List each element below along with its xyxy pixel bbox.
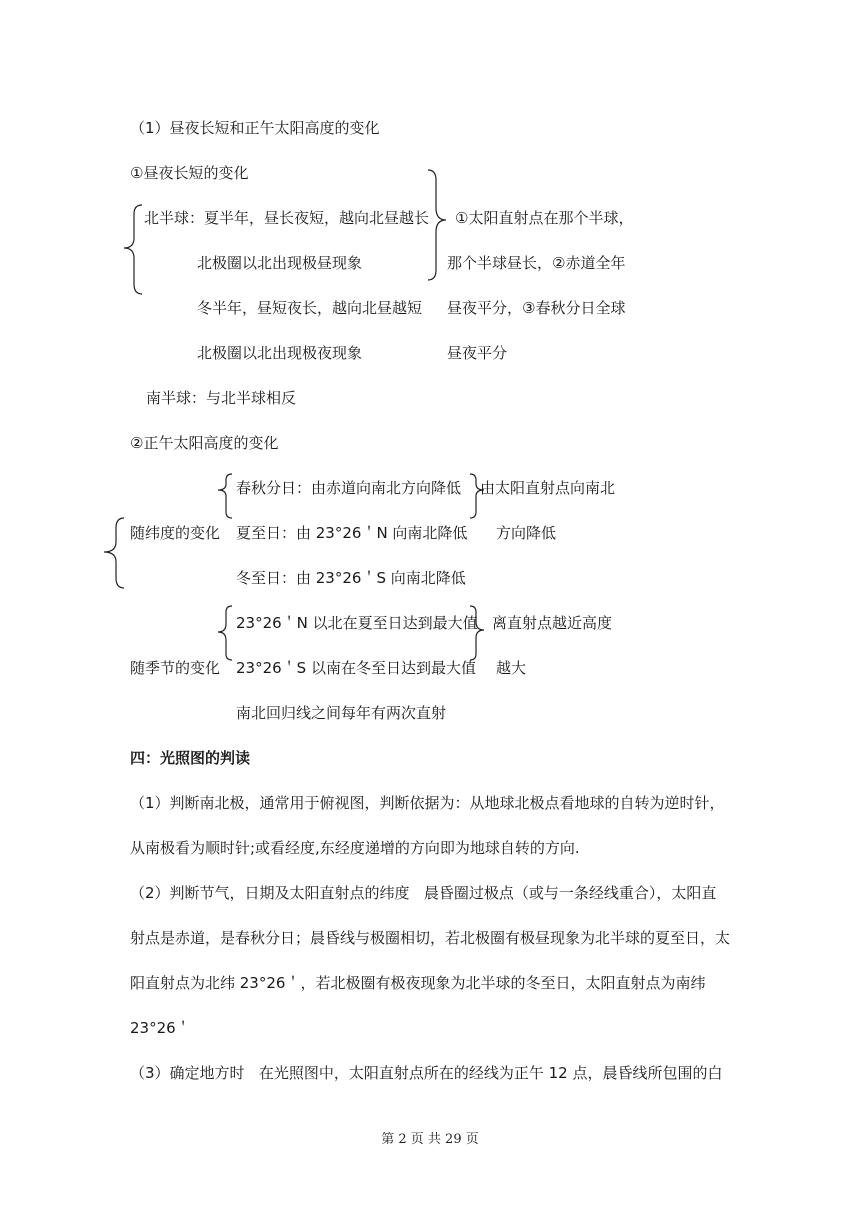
text-northern-summer: 北半球：夏半年，昼长夜短，越向北昼越长 <box>144 209 430 227</box>
text-equinox: 春秋分日：由赤道向南北方向降低 <box>236 479 462 497</box>
paragraph-3-line-1: （3）确定地方时 在光照图中，太阳直射点所在的经线为正午 12 点，晨昏线所包围的白 <box>130 1064 723 1082</box>
text-polar-day: 北极圈以北出现极昼现象 <box>197 254 363 272</box>
text-summer-solstice: 夏至日：由 23°26＇N 向南北降低 <box>236 524 468 542</box>
text-southern-hemisphere: 南半球：与北半球相反 <box>146 389 297 407</box>
paragraph-2-line-4: 23°26＇ <box>130 1019 191 1037</box>
subheading-day-length: ①昼夜长短的变化 <box>130 164 249 182</box>
text-tropics-twice: 南北回归线之间每年有两次直射 <box>236 704 447 722</box>
brace-latitude <box>104 518 124 588</box>
paragraph-1-line-2: 从南极看为顺时针;或看经度,东经度递增的方向即为地球自转的方向. <box>130 839 580 857</box>
paragraph-2-line-3: 阳直射点为北纬 23°26＇，若北极圈有极夜现象为北半球的冬至日，太阳直射点为南纬 <box>130 974 706 992</box>
brace-northern-hemisphere <box>124 205 142 294</box>
subheading-noon-sun-altitude: ②正午太阳高度的变化 <box>130 434 279 452</box>
text-note-4: 昼夜平分 <box>447 344 508 362</box>
section-heading-day-night-sun-altitude: （1）昼夜长短和正午太阳高度的变化 <box>130 119 380 137</box>
text-polar-night: 北极圈以北出现极夜现象 <box>197 344 363 362</box>
text-note-3: 昼夜平分，③春秋分日全球 <box>447 299 626 317</box>
brace-equinox-left <box>218 474 232 518</box>
paragraph-2-line-1: （2）判断节气，日期及太阳直射点的纬度 晨昏圈过极点（或与一条经线重合），太阳直 <box>130 884 717 902</box>
brace-season-left <box>218 606 232 660</box>
section-heading-light-map: 四：光照图的判读 <box>130 749 251 767</box>
text-note-1: ①太阳直射点在那个半球， <box>455 209 634 227</box>
text-latitude-note-2: 方向降低 <box>496 524 557 542</box>
text-south-max: 23°26＇S 以南在冬至日达到最大值 <box>236 659 476 677</box>
text-season-note-2: 越大 <box>496 659 527 677</box>
brace-day-length <box>428 170 446 280</box>
page-footer: 第 2 页 共 29 页 <box>381 1132 479 1147</box>
text-north-max: 23°26＇N 以北在夏至日达到最大值 <box>236 614 478 632</box>
label-by-season: 随季节的变化 <box>130 659 221 677</box>
paragraph-2-line-2: 射点是赤道，是春秋分日；晨昏线与极圈相切，若北极圈有极昼现象为北半球的夏至日，太 <box>130 929 731 947</box>
text-note-2: 那个半球昼长，②赤道全年 <box>447 254 626 272</box>
label-by-latitude: 随纬度的变化 <box>130 524 221 542</box>
paragraph-1-line-1: （1）判断南北极，通常用于俯视图，判断依据为：从地球北极点看地球的自转为逆时针， <box>130 794 725 812</box>
text-northern-winter: 冬半年，昼短夜长，越向北昼越短 <box>197 299 423 317</box>
text-winter-solstice: 冬至日：由 23°26＇S 向南北降低 <box>236 569 466 587</box>
text-latitude-note-1: 由太阳直射点向南北 <box>480 479 616 497</box>
text-season-note-1: 离直射点越近高度 <box>492 614 613 632</box>
